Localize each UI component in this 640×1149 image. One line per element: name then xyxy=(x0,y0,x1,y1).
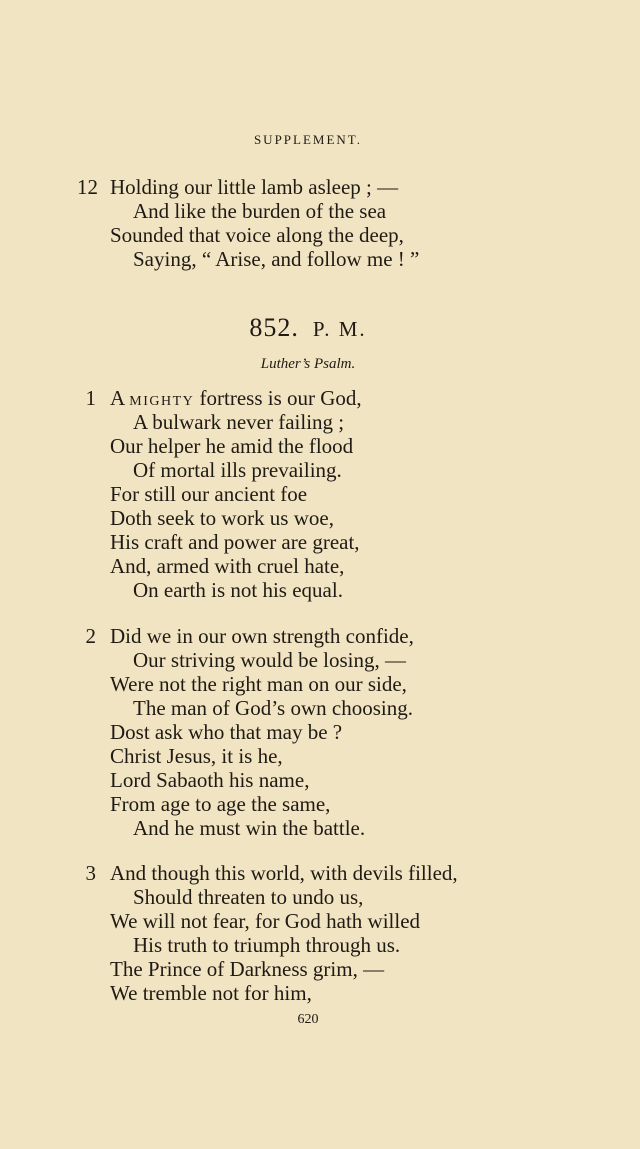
verse-line: Sounded that voice along the deep, xyxy=(110,223,404,247)
page-number: 620 xyxy=(297,1012,319,1027)
verse-line: We will not fear, for God hath willed xyxy=(110,909,421,933)
verse-line: The Prince of Darkness grim, — xyxy=(110,957,385,981)
first-line-rest: fortress is our God, xyxy=(194,386,362,410)
verse-line: Of mortal ills prevailing. xyxy=(133,458,342,482)
verse-line: His craft and power are great, xyxy=(110,530,360,554)
verse-line: And like the burden of the sea xyxy=(133,199,387,223)
verse-line: Doth seek to work us woe, xyxy=(110,506,334,530)
verse-line: Saying, “ Arise, and follow me ! ” xyxy=(133,247,420,271)
verse-line: Were not the right man on our side, xyxy=(110,672,407,696)
hymn-heading xyxy=(0,313,616,343)
verse-line: For still our ancient foe xyxy=(110,482,308,506)
stanza-number: 2 xyxy=(85,624,96,648)
verse-line: Holding our little lamb asleep ; — xyxy=(110,175,399,199)
hymn-number: 852. xyxy=(249,313,299,342)
small-caps-word: MIGHTY xyxy=(129,394,195,409)
verse-line: Lord Sabaoth his name, xyxy=(110,768,310,792)
hymn-meter: P. M. xyxy=(312,317,367,341)
verse-line: A bulwark never failing ; xyxy=(133,410,345,434)
verse-line: Should threaten to undo us, xyxy=(133,885,364,909)
running-head: SUPPLEMENT. xyxy=(253,132,363,147)
verse-line: We tremble not for him, xyxy=(110,981,312,1005)
verse-line: On earth is not his equal. xyxy=(133,578,343,602)
verse-line: From age to age the same, xyxy=(110,792,331,816)
verse-line: And, armed with cruel hate, xyxy=(110,554,345,578)
verse-line: The man of God’s own choosing. xyxy=(133,696,413,720)
stanza-number: 3 xyxy=(85,861,96,885)
hymn-subtitle: Luther’s Psalm. xyxy=(260,356,356,372)
verse-line: Our striving would be losing, — xyxy=(133,648,406,672)
first-word: A xyxy=(110,386,125,410)
verse-line: Our helper he amid the flood xyxy=(110,434,354,458)
verse-line: And though this world, with devils filled, xyxy=(110,861,458,885)
verse-line: His truth to triumph through us. xyxy=(133,933,401,957)
verse-line: Dost ask who that may be ? xyxy=(110,720,343,744)
stanza-number: 12 xyxy=(77,175,98,199)
stanza-number: 1 xyxy=(85,386,96,410)
verse-line: And he must win the battle. xyxy=(133,816,366,840)
verse-line: Did we in our own strength confide, xyxy=(110,624,414,648)
verse-line: Christ Jesus, it is he, xyxy=(110,744,283,768)
